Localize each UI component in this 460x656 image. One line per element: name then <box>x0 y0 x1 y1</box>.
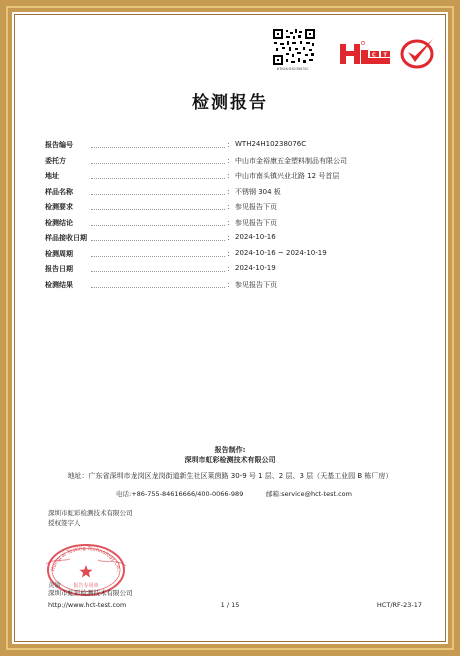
page-number: 1 / 15 <box>220 601 240 609</box>
field-label: 委托方 <box>45 156 66 165</box>
field-value: 中山市南头镇兴业北路 12 号首层 <box>235 172 340 180</box>
field-colon: ： <box>227 187 234 196</box>
dotted-leader <box>91 256 225 257</box>
field-value: 2024-10-19 <box>235 264 276 272</box>
maker-company: 深圳市虹彩检测技术有限公司 <box>184 456 276 464</box>
field-value: WTH24H10238076C <box>235 140 307 148</box>
field-colon: ： <box>227 218 234 227</box>
field-label: 检测要求 <box>45 203 73 211</box>
field-colon: ： <box>227 249 234 258</box>
maker-heading: 报告制作: <box>214 446 246 454</box>
field-label: 检测结论 <box>45 218 73 227</box>
field-colon: ： <box>227 280 234 289</box>
field-colon: ： <box>227 203 234 211</box>
seal-text: Hongcai Testing Technology Co., <box>50 545 122 573</box>
dotted-leader <box>91 225 225 226</box>
field-row <box>45 200 425 216</box>
field-row <box>45 262 425 278</box>
seal-bottom-text: 报告专用章 <box>73 583 99 589</box>
field-row <box>45 231 425 247</box>
dotted-leader <box>91 178 225 179</box>
report-maker <box>12 445 448 465</box>
dotted-leader <box>91 147 225 148</box>
field-label: 地址 <box>45 172 59 180</box>
field-row <box>45 169 425 185</box>
field-label: 样品名称 <box>45 187 73 196</box>
field-row <box>45 278 425 294</box>
field-value: 参见报告下页 <box>235 280 277 289</box>
field-colon: ： <box>227 172 234 180</box>
dotted-leader <box>91 163 225 164</box>
field-colon: ： <box>227 265 234 273</box>
certification-check-icon <box>398 36 436 70</box>
field-colon: ： <box>227 156 234 165</box>
qr-code-icon <box>272 28 316 66</box>
field-value: 2024-10-16 <box>235 233 276 241</box>
field-value: 2024-10-16 ~ 2024-10-19 <box>235 248 327 257</box>
dotted-leader <box>91 209 225 210</box>
field-value: 中山市金裕康五金塑料制品有限公司 <box>235 156 347 165</box>
dotted-leader <box>91 287 225 288</box>
field-row <box>45 138 425 154</box>
field-value: 参见报告下页 <box>235 203 277 211</box>
company-phone: 电话:+86-755-84616666/400-0066-989 <box>116 490 244 498</box>
field-label: 检测周期 <box>45 249 73 258</box>
report-page <box>12 12 448 644</box>
company-address: 地址：广东省深圳市龙岗区龙岗街道新生社区莱茵路 30-9 号 1 层、2 层、3 层（天基工业园 B 栋厂房） <box>67 472 393 480</box>
field-label: 样品接收日期 <box>45 234 87 242</box>
field-colon: ： <box>227 234 234 242</box>
field-label: 检测结果 <box>45 280 73 289</box>
footer-company: 深圳市虹彩检测技术有限公司 <box>48 589 133 597</box>
company-email: 邮箱:service@hct-test.com <box>266 490 352 498</box>
signatory-company: 深圳市虹彩检测技术有限公司 <box>48 509 133 517</box>
field-label: 报告日期 <box>45 265 73 273</box>
qr-code-caption: WTH24H10238076C <box>277 67 309 71</box>
field-value: 参见报告下页 <box>235 218 277 227</box>
dotted-leader <box>91 194 225 195</box>
field-value: 不锈钢 304 板 <box>235 187 281 196</box>
field-row <box>45 216 425 232</box>
signature: 黄敏 <box>48 581 61 589</box>
authorized-signatory-label: 授权签字人 <box>48 519 81 527</box>
website-link[interactable]: http://www.hct-test.com <box>48 601 127 609</box>
field-row <box>45 154 425 170</box>
dotted-leader <box>91 240 225 241</box>
field-row <box>45 185 425 201</box>
field-label: 报告编号 <box>45 141 73 149</box>
field-row <box>45 247 425 263</box>
report-fields <box>45 138 425 293</box>
hct-logo-icon <box>338 38 392 68</box>
report-title: 检测报告 <box>192 93 268 113</box>
form-number: HCT/RF-23-17 <box>376 601 422 609</box>
svg-text:T: T <box>383 52 387 59</box>
dotted-leader <box>91 271 225 272</box>
field-colon: ： <box>227 141 234 149</box>
svg-text:C: C <box>372 52 376 59</box>
